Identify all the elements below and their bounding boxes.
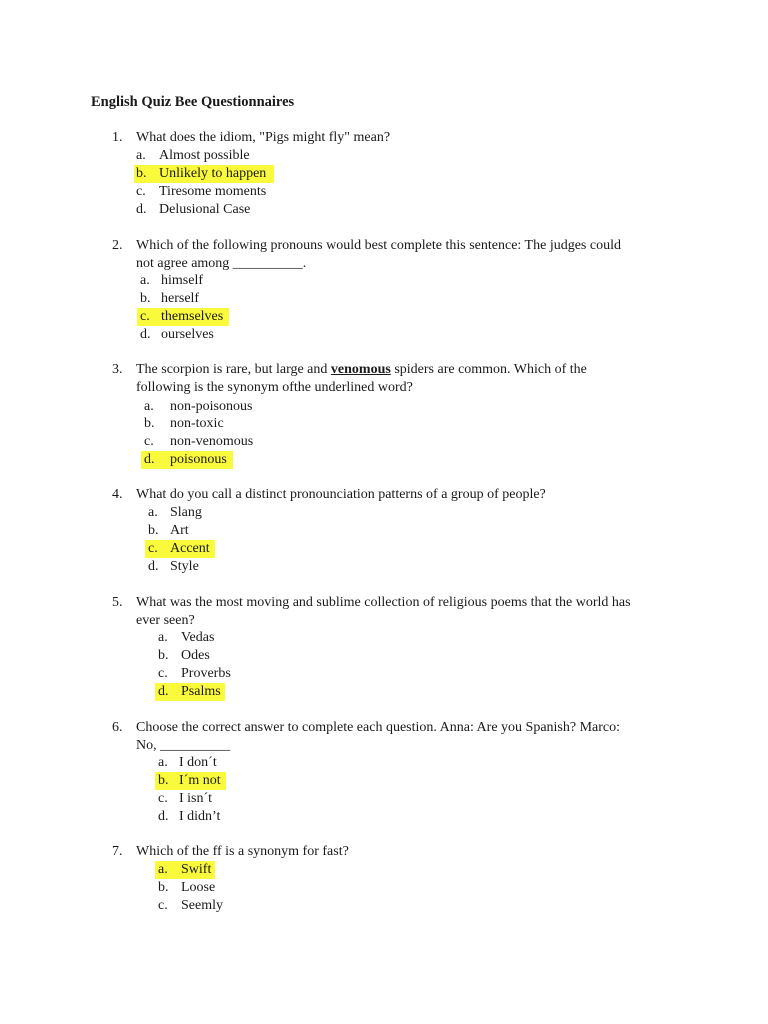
option-2d	[140, 326, 214, 344]
option-letter: c.	[148, 541, 158, 556]
option-4a	[148, 504, 202, 522]
option-text: I didn’t	[179, 809, 221, 824]
option-7b	[158, 879, 216, 897]
option-letter: d.	[148, 559, 159, 574]
option-2b	[140, 290, 200, 308]
option-1d	[136, 201, 251, 219]
question-number: 5.	[112, 595, 123, 610]
option-letter: c.	[158, 791, 168, 806]
option-letter: c.	[158, 666, 168, 681]
option-text: ourselves	[161, 327, 214, 342]
question-number: 6.	[112, 720, 123, 735]
option-text: Accent	[170, 541, 210, 556]
option-text: Tiresome moments	[159, 184, 267, 199]
option-letter: a.	[144, 399, 154, 414]
question-text: Choose the correct answer to complete each question. Anna: Are you Spanish? Marco:	[136, 720, 621, 735]
option-text: Odes	[181, 648, 210, 663]
question-number: 7.	[112, 844, 123, 859]
question-number: 1.	[112, 130, 123, 145]
option-text: Art	[170, 523, 189, 538]
option-letter: a.	[158, 755, 168, 770]
option-text: themselves	[161, 309, 224, 324]
option-letter: b.	[144, 416, 155, 431]
option-3c	[144, 433, 254, 451]
document-title: English Quiz Bee Questionnaires	[91, 94, 295, 110]
option-5d-highlighted	[155, 683, 225, 707]
option-6c	[158, 790, 213, 808]
option-text: I´m not	[179, 773, 221, 788]
option-4b	[148, 522, 189, 540]
option-letter: a.	[148, 505, 158, 520]
option-letter: c.	[144, 434, 154, 449]
option-text: poisonous	[170, 452, 227, 467]
option-letter: b.	[158, 648, 169, 663]
option-text: non-venomous	[170, 434, 254, 449]
option-text: Unlikely to happen	[159, 166, 267, 181]
question-5-continued: ever seen?	[136, 613, 195, 628]
question-text: What do you call a distinct pronounciation patterns of a group of people?	[136, 487, 546, 502]
option-5b	[158, 647, 210, 665]
option-letter: a.	[158, 862, 168, 877]
option-5c	[158, 665, 231, 683]
option-4d	[148, 558, 199, 576]
question-6-continued: No, __________	[136, 738, 231, 753]
option-2a	[140, 272, 203, 290]
option-letter: d.	[158, 684, 169, 699]
option-6a	[158, 754, 217, 772]
question-number: 2.	[112, 238, 123, 253]
option-letter: b.	[158, 773, 169, 788]
option-3b	[144, 415, 224, 433]
option-text: himself	[161, 273, 203, 288]
option-text: Seemly	[181, 898, 223, 913]
question-number: 3.	[112, 362, 123, 377]
option-text: Loose	[181, 880, 216, 895]
option-5a	[158, 629, 215, 647]
option-letter: c.	[140, 309, 150, 324]
option-text: Swift	[181, 862, 212, 877]
option-text: non-poisonous	[170, 399, 253, 414]
option-letter: d.	[136, 202, 147, 217]
option-1c	[136, 183, 267, 201]
option-text: Psalms	[181, 684, 221, 699]
option-letter: c.	[158, 898, 168, 913]
option-text: herself	[161, 291, 200, 306]
option-text: Almost possible	[159, 148, 250, 163]
underlined-word: venomous	[330, 362, 391, 377]
question-2-continued: not agree among __________.	[136, 256, 307, 271]
option-text: Style	[170, 559, 199, 574]
option-letter: b.	[140, 291, 151, 306]
option-text: Delusional Case	[159, 202, 251, 217]
option-3d-highlighted	[141, 451, 233, 475]
option-letter: d.	[158, 809, 169, 824]
option-3a	[144, 398, 253, 416]
option-letter: b.	[158, 880, 169, 895]
option-1a	[136, 147, 250, 165]
option-text: non-toxic	[170, 416, 224, 431]
question-text: What was the most moving and sublime collection of religious poems that the world has	[136, 595, 631, 610]
option-7c	[158, 897, 223, 915]
question-text: Which of the following pronouns would best complete this sentence: The judges could	[136, 238, 621, 253]
option-text: Proverbs	[181, 666, 231, 681]
option-text: Vedas	[181, 630, 215, 645]
option-text: I don´t	[179, 755, 217, 770]
question-text: What does the idiom, "Pigs might fly" mean?	[136, 130, 391, 145]
option-text: I isn´t	[179, 791, 213, 806]
question-3-continued: following is the synonym ofthe underlined word?	[136, 380, 413, 395]
option-text: Slang	[170, 505, 202, 520]
option-letter: b.	[136, 166, 147, 181]
option-letter: a.	[136, 148, 146, 163]
option-letter: b.	[148, 523, 159, 538]
option-letter: a.	[158, 630, 168, 645]
question-text: The scorpion is rare, but large and venomous spiders are common. Which of the	[136, 362, 587, 377]
option-6d	[158, 808, 221, 826]
option-letter: a.	[140, 273, 150, 288]
option-letter: c.	[136, 184, 146, 199]
option-letter: d.	[140, 327, 151, 342]
question-text: Which of the ff is a synonym for fast?	[136, 844, 349, 859]
question-number: 4.	[112, 487, 123, 502]
option-letter: d.	[144, 452, 155, 467]
